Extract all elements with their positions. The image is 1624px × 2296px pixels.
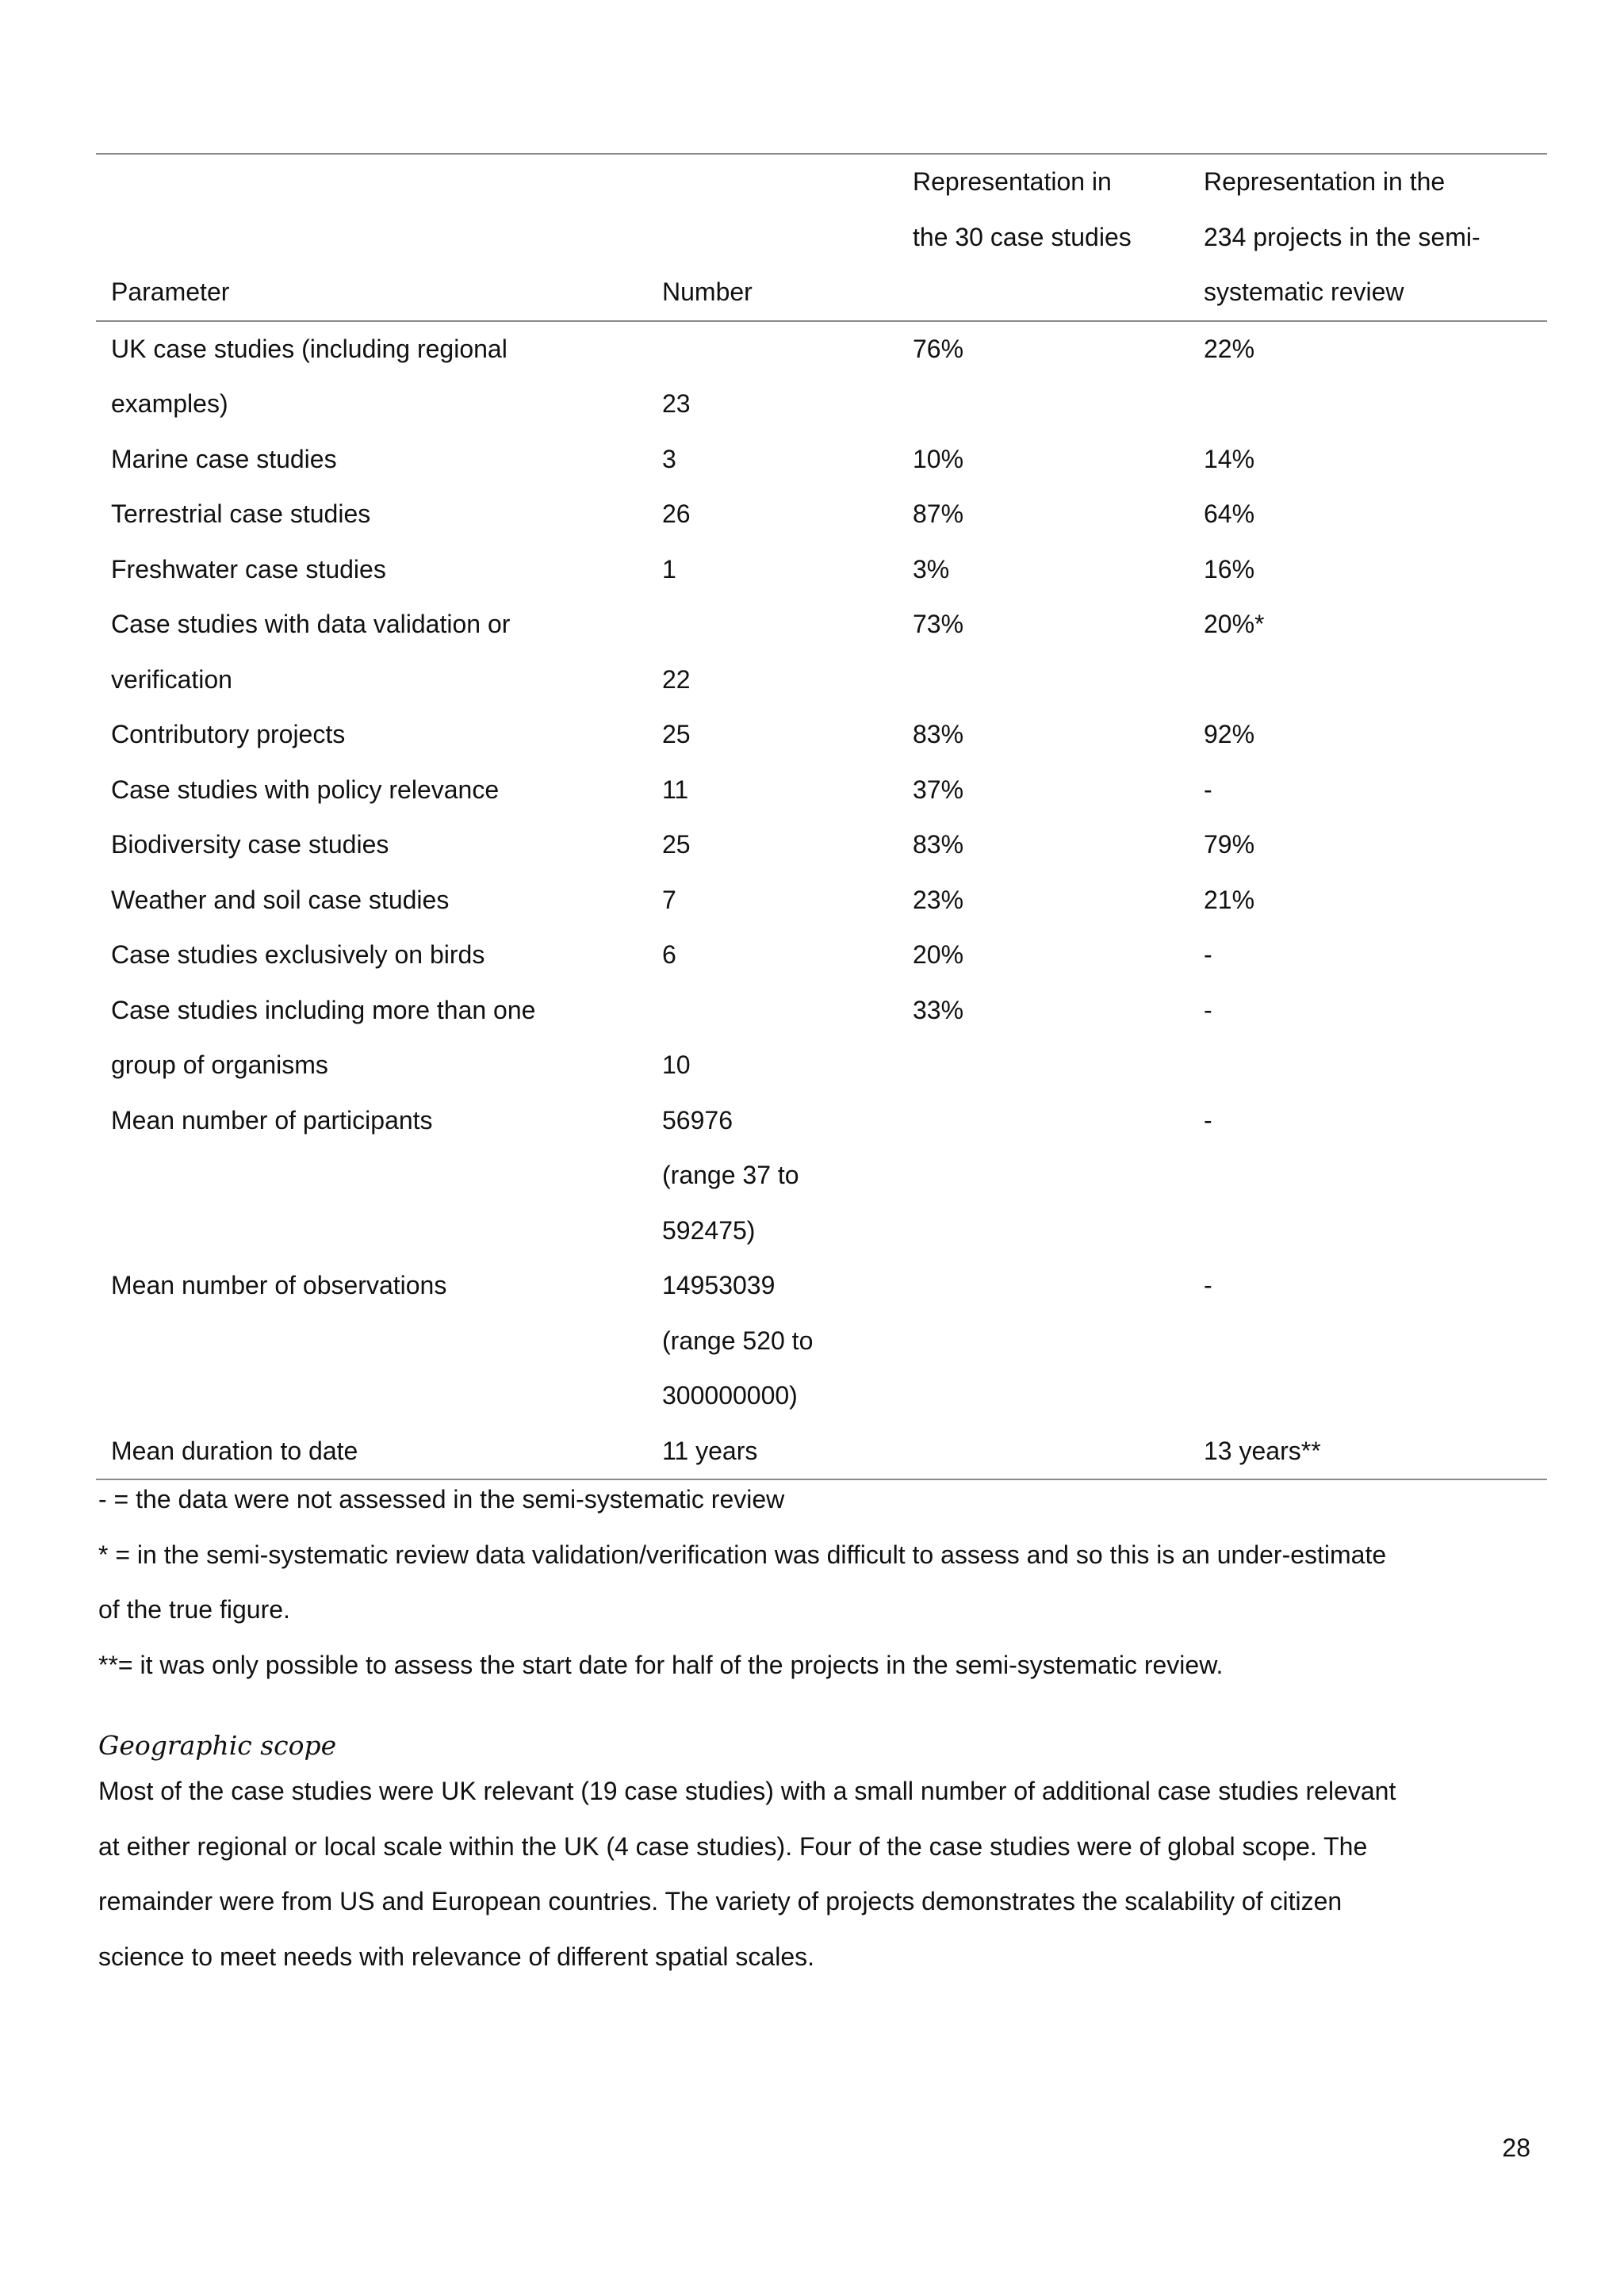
table-row (96, 983, 1547, 1093)
cell-representation-30: 83% (913, 830, 964, 859)
table-body (96, 322, 1547, 1479)
table-footnotes (98, 1472, 1549, 1693)
table-row (96, 817, 1547, 873)
cell-representation-234: 20%* (1204, 610, 1265, 638)
cell-number: 1 (662, 554, 676, 584)
header-number: Number (662, 277, 753, 306)
cell-representation-234: 64% (1204, 499, 1255, 528)
paragraph-line: remainder were from US and European countries. The variety of projects demonstrates the scalability of citizen (98, 1887, 1342, 1915)
cell-number: 7 (662, 885, 676, 914)
cell-representation-234: - (1204, 940, 1212, 969)
cell-parameter: Case studies including more than one group of organisms (111, 995, 536, 1079)
cell-parameter: UK case studies (including regional examples) (111, 334, 508, 418)
cell-representation-234: - (1204, 1271, 1212, 1299)
table-row (96, 1424, 1547, 1479)
cell-representation-234: 22% (1204, 334, 1255, 363)
cell-parameter: Terrestrial case studies (111, 499, 371, 528)
cell-representation-30: 23% (913, 885, 964, 914)
cell-parameter: Marine case studies (111, 444, 337, 473)
cell-representation-234: 13 years** (1204, 1436, 1321, 1465)
cell-representation-30: 73% (913, 610, 964, 638)
footnote-asterisk-continued: of the true figure. (98, 1595, 290, 1624)
page-number: 28 (1502, 2133, 1530, 2162)
summary-table (96, 153, 1547, 1480)
footnote-dash: - = the data were not assessed in the semi-systematic review (98, 1485, 785, 1513)
cell-representation-30: 33% (913, 995, 964, 1024)
cell-representation-234: - (1204, 995, 1212, 1024)
footnote-double-asterisk: **= it was only possible to assess the start date for half of the projects in the semi-systematic review. (98, 1650, 1224, 1679)
cell-parameter: Mean number of participants (111, 1105, 433, 1135)
header-representation-234: Representation in the 234 projects in the semi- systematic review (1204, 167, 1480, 306)
cell-number: 56976 (range 37 to 592475) (662, 1105, 799, 1245)
cell-number: 25 (662, 830, 691, 859)
table-row (96, 707, 1547, 763)
table-row (96, 928, 1547, 983)
cell-parameter: Weather and soil case studies (111, 885, 450, 914)
cell-representation-234: 16% (1204, 554, 1255, 584)
cell-representation-30 (913, 1093, 1204, 1259)
paragraph-line: science to meet needs with relevance of different spatial scales. (98, 1942, 815, 1971)
table-row (96, 1258, 1547, 1424)
cell-number: 6 (662, 940, 676, 969)
cell-representation-234: - (1204, 1105, 1212, 1135)
cell-number: 23 (662, 389, 691, 418)
table-row (96, 542, 1547, 598)
table-row (96, 322, 1547, 432)
table-row (96, 763, 1547, 818)
footnote-asterisk: * = in the semi-systematic review data validation/verification was difficult to assess and so this is an under-estimate (98, 1540, 1387, 1569)
cell-representation-30: 83% (913, 720, 964, 748)
cell-representation-30: 76% (913, 334, 964, 363)
cell-number: 22 (662, 664, 691, 694)
table-row (96, 597, 1547, 707)
cell-number: 11 (662, 775, 689, 804)
cell-number: 10 (662, 1050, 691, 1079)
table-row (96, 432, 1547, 488)
cell-parameter: Mean number of observations (111, 1271, 447, 1299)
cell-representation-30: 87% (913, 499, 964, 528)
cell-representation-234: 92% (1204, 720, 1255, 748)
cell-parameter: Case studies exclusively on birds (111, 940, 485, 969)
cell-number: 11 years (662, 1436, 758, 1465)
cell-parameter: Biodiversity case studies (111, 830, 389, 859)
cell-parameter: Case studies with policy relevance (111, 775, 500, 804)
cell-representation-30: 37% (913, 775, 964, 804)
cell-representation-234: 21% (1204, 885, 1255, 914)
cell-number: 3 (662, 444, 676, 473)
header-representation-30: Representation in the 30 case studies (913, 167, 1132, 251)
header-parameter: Parameter (111, 277, 230, 306)
cell-representation-30 (913, 1258, 1204, 1424)
cell-representation-30: 10% (913, 444, 964, 473)
section-paragraph (98, 1764, 1557, 1984)
cell-parameter: Contributory projects (111, 720, 346, 748)
cell-representation-30: 3% (913, 554, 950, 584)
section-heading: Geographic scope (98, 1730, 337, 1761)
paragraph-line: Most of the case studies were UK relevant (19 case studies) with a small number of additional case studies relevant (98, 1777, 1396, 1805)
cell-number: 14953039 (range 520 to 300000000) (662, 1271, 814, 1410)
cell-parameter: Freshwater case studies (111, 554, 386, 584)
cell-parameter: Case studies with data validation or verification (111, 610, 511, 694)
table-row (96, 487, 1547, 542)
cell-number: 25 (662, 720, 691, 748)
cell-parameter: Mean duration to date (111, 1436, 358, 1465)
table-row (96, 873, 1547, 928)
cell-number: 26 (662, 499, 691, 528)
table-header-row (96, 155, 1547, 322)
cell-representation-234: - (1204, 775, 1212, 804)
cell-representation-30: 20% (913, 940, 964, 969)
paragraph-line: at either regional or local scale within the UK (4 case studies). Four of the case studies were of global scope. The (98, 1831, 1368, 1861)
cell-representation-30 (913, 1424, 1204, 1479)
table-row (96, 1093, 1547, 1259)
cell-representation-234: 14% (1204, 444, 1255, 473)
cell-representation-234: 79% (1204, 830, 1255, 859)
